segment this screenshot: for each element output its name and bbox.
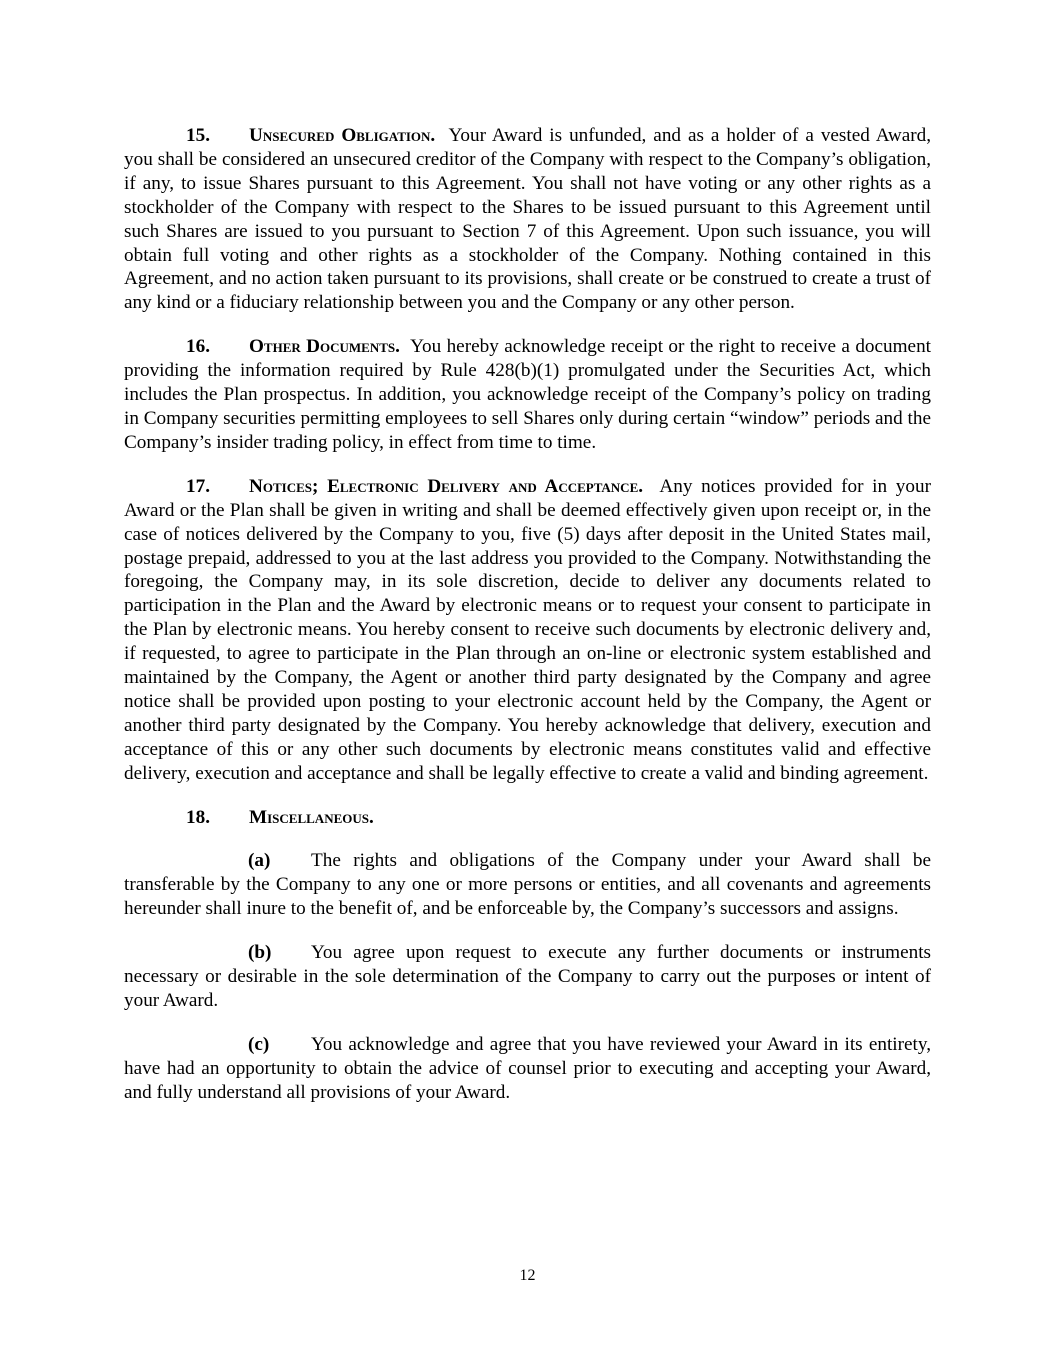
section-heading: Other Documents.: [249, 336, 400, 358]
section-18: [124, 806, 931, 830]
section-heading: Unsecured Obligation.: [249, 125, 436, 146]
section-text: You hereby acknowledge receipt or the right to receive a document providing the information required by Rule 428(b)(1) promulgated under the Securities Act, which includes the Plan prospectus. In addition, you acknowledge receipt of the Company’s policy on trading in Company securities permitting employees to sell Shares only during certain “window” periods and the Company’s insider trading policy, in effect from time to time.: [124, 336, 932, 453]
section-15: [124, 124, 931, 315]
subsection-letter: (a): [248, 850, 271, 872]
section-17: [124, 475, 931, 786]
subsection-letter: (c): [248, 1033, 270, 1055]
subsection-letter: (b): [248, 942, 272, 964]
section-number: 15.: [186, 125, 210, 146]
section-number: 17.: [186, 475, 210, 497]
document-page: [124, 124, 931, 1125]
section-number: 16.: [186, 336, 210, 358]
section-number: 18.: [186, 806, 210, 828]
section-text: Any notices provided for in your Award or the Plan shall be given in writing and shall be deemed effectively given upon receipt or, in the case of notices delivered by the Company to you, five (5) days after deposit in the United States mail, postage prepaid, addressed to you at the last address you provided to the Company. Notwithstanding the foregoing, the Company may, in its sole discretion, decide to deliver any documents related to participation in the Plan and the Award by electronic means or to request your consent to participate in the Plan by electronic means. You hereby consent to receive such documents by electronic delivery and, if requested, to agree to participate in the Plan through an on-line or electronic system established and maintained by the Company, the Agent or another third party designated by the Company and agree notice shall be provided upon posting to your electronic account held by the Company, the Agent or another third party designated by the Company. You hereby acknowledge that delivery, execution and acceptance of this or any other such documents by electronic means constitutes valid and effective delivery, execution and acceptance and shall be legally effective to create a valid and binding agreement.: [124, 475, 931, 784]
section-16: [124, 335, 931, 455]
subsection-text: You agree upon request to execute any further documents or instruments necessary or desirable in the sole determination of the Company to carry out the purposes or intent of your Award.: [124, 942, 931, 1011]
section-heading: Notices; Electronic Delivery and Acceptance.: [249, 475, 644, 497]
subsection-text: You acknowledge and agree that you have reviewed your Award in its entirety, have had an opportunity to obtain the advice of counsel prior to executing and accepting your Award, and fully understand all provisions of your Award.: [124, 1033, 931, 1103]
subsection-c: [124, 1033, 931, 1105]
subsection-a: [124, 849, 931, 921]
subsection-b: [124, 941, 931, 1013]
subsection-text: The rights and obligations of the Company under your Award shall be transferable by the Company to any one or more persons or entities, and all covenants and agreements hereunder shall inure to the benefit of, and be enforceable by, the Company’s successors and assigns.: [124, 850, 931, 920]
section-heading: Miscellaneous.: [249, 806, 374, 828]
page-number: 12: [519, 1267, 536, 1284]
section-text: Your Award is unfunded, and as a holder of a vested Award, you shall be considered an unsecured creditor of the Company with respect to the Company’s obligation, if any, to issue Shares pursuant to this Agreement. You shall not have voting or any other rights as a stockholder of the Company with respect to the Shares to be issued pursuant to this Agreement until such Shares are issued to you pursuant to Section 7 of this Agreement. Upon such issuance, you will obtain full voting and other rights as a stockholder of the Company. Nothing contained in this Agreement, and no action taken pursuant to its provisions, shall create or be construed to create a trust of any kind or a fiduciary relationship between you and the Company or any other person.: [124, 125, 931, 314]
